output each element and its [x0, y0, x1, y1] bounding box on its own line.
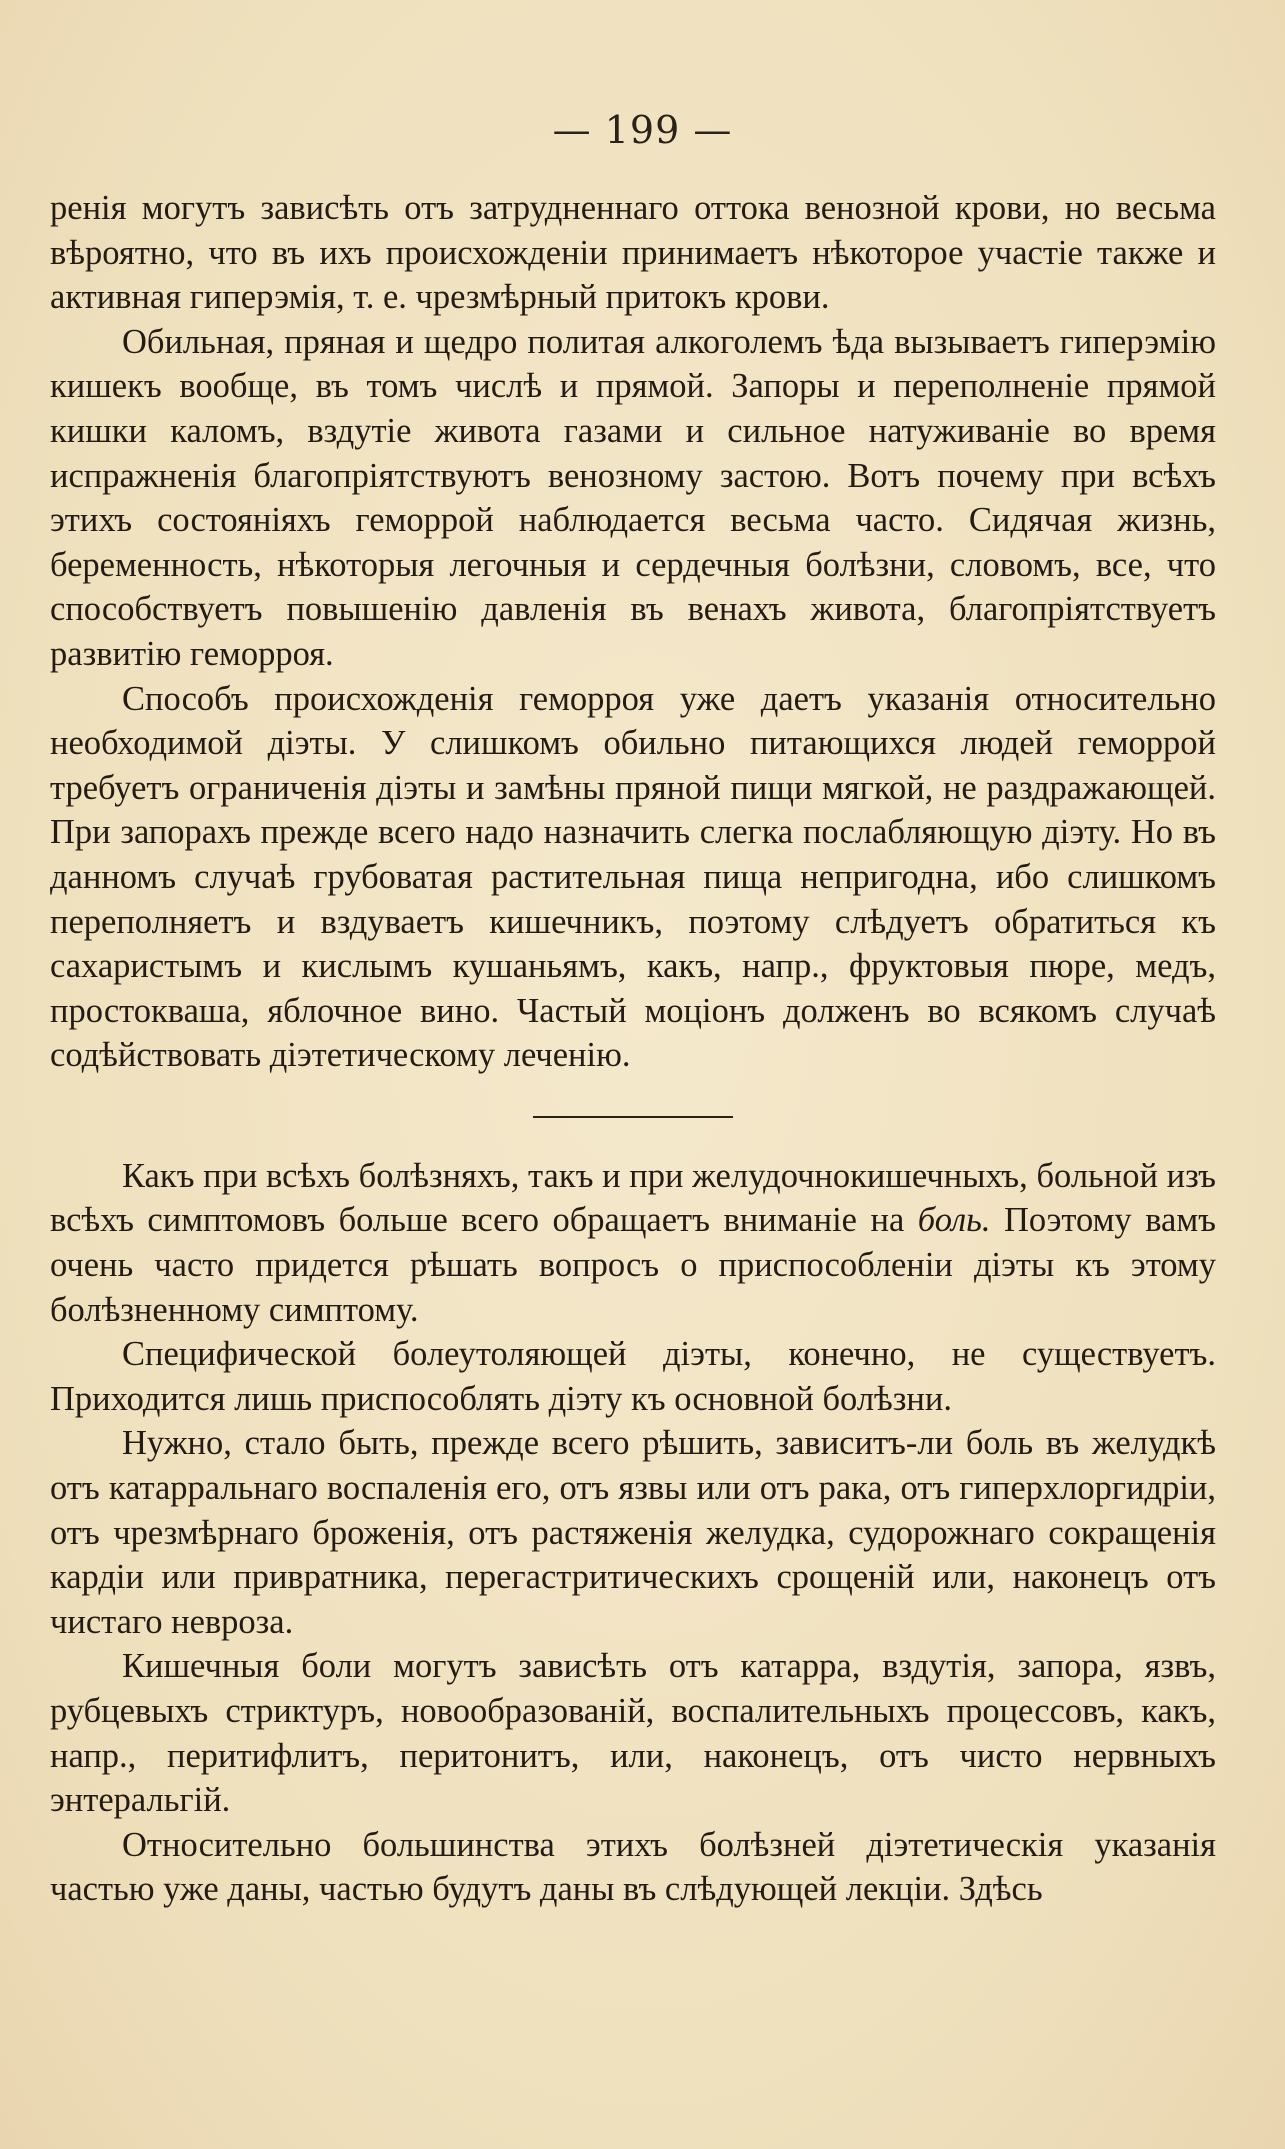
section-divider	[533, 1116, 733, 1118]
paragraph-pain	[50, 1154, 1216, 1332]
pain-emphasis: боль.	[917, 1201, 991, 1240]
page-number: — 199 —	[552, 108, 733, 152]
pain-text-after: Поэтому вамъ очень часто придется рѣшать вопросъ о приспособленіи діэты къ этому болѣзненному симптому.	[50, 1201, 1217, 1329]
page-body	[50, 186, 1216, 1912]
pain-text-before: Какъ при всѣхъ болѣзняхъ, такъ и при желудочнокишечныхъ, больной изъ всѣхъ симптомовъ больше всего обращаетъ вниманіе на	[50, 1156, 1216, 1240]
paragraph-no-specific-diet: Специфической болеутоляющей діэты, конечно, не существуетъ. Приходится лишь приспособлять діэту къ основной болѣзни.	[50, 1335, 1216, 1418]
paragraph-continuation: ренія могутъ зависѣть отъ затрудненнаго оттока венозной крови, но весьма вѣроятно, что въ ихъ происхожденіи принимаетъ нѣкоторое участіе также и активная гиперэмія, т. е. чрезмѣрный притокъ крови.	[50, 189, 1216, 317]
paragraph-dietetic-indications: Относительно большинства этихъ болѣзней діэтетическія указанія частью уже даны, частью будутъ даны въ слѣдующей лекціи. Здѣсь	[50, 1825, 1216, 1909]
paragraph-stomach-pain: Нужно, стало быть, прежде всего рѣшить, зависитъ-ли боль въ желудкѣ отъ катарральнаго воспаленія его, отъ язвы или отъ рака, отъ гиперхлоргидріи, отъ чрезмѣрнаго броженія, отъ растяженія желудка, судорожнаго сокращенія кардіи или привратника, перегастритическихъ срощеній или, наконецъ отъ чистаго невроза.	[50, 1424, 1216, 1641]
paragraph-hyperemia: Обильная, пряная и щедро политая алкоголемъ ѣда вызываетъ гиперэмію кишекъ вообще, въ томъ числѣ и прямой. Запоры и переполненіе прямой кишки каломъ, вздутіе живота газами и сильное натуживаніе во время испражненія благопріятствуютъ венозному застою. Вотъ почему при всѣхъ этихъ состояніяхъ геморрой наблюдается весьма часто. Сидячая жизнь, беременность, нѣкоторыя легочныя и сердечныя болѣзни, словомъ, все, что способствуетъ повышенію давленія въ венахъ живота, благопріятствуетъ развитію геморроя.	[50, 322, 1216, 673]
paragraph-hemorrhoid-diet: Способъ происхожденія геморроя уже даетъ указанія относительно необходимой діэты. У слишкомъ обильно питающихся людей геморрой требуетъ ограниченія діэты и замѣны пряной пищи мягкой, не раздражающей. При запорахъ прежде всего надо назначить слегка послабляющую діэту. Но въ данномъ случаѣ грубоватая растительная пища непригодна, ибо слишкомъ переполняетъ и вздуваетъ кишечникъ, поэтому слѣдуетъ обратиться къ сахаристымъ и кислымъ кушаньямъ, какъ, напр., фруктовыя пюре, медъ, простокваша, яблочное вино. Частый моціонъ долженъ во всякомъ случаѣ содѣйствовать діэтетическому леченію.	[50, 679, 1216, 1075]
paragraph-intestinal-pain: Кишечныя боли могутъ зависѣть отъ катарра, вздутія, запора, язвъ, рубцевыхъ стриктуръ, новообразованій, воспалительныхъ процессовъ, какъ, напр., перитифлитъ, перитонитъ, или, наконецъ, отъ чисто нервныхъ энтеральгій.	[50, 1647, 1216, 1820]
